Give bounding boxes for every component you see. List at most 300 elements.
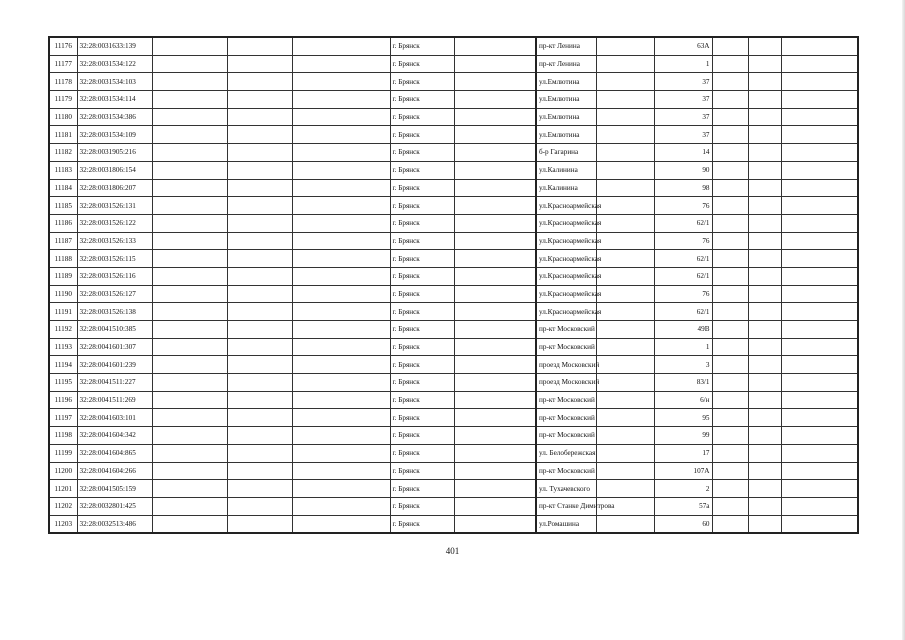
street-cell: ул.Калинина (536, 161, 596, 179)
empty-cell (712, 37, 748, 55)
empty-cell (781, 214, 858, 232)
street-cell: проезд Московский (536, 356, 596, 374)
empty-cell (152, 391, 227, 409)
city-cell: г. Брянск (390, 126, 454, 144)
empty-cell (292, 285, 390, 303)
empty-cell (781, 427, 858, 445)
house-number-cell: 62/1 (654, 250, 712, 268)
house-number-cell: 83/1 (654, 374, 712, 392)
empty-cell (748, 303, 781, 321)
empty-cell (152, 409, 227, 427)
city-cell: г. Брянск (390, 391, 454, 409)
empty-cell (152, 144, 227, 162)
city-cell: г. Брянск (390, 427, 454, 445)
empty-cell (292, 338, 390, 356)
empty-cell (292, 55, 390, 73)
city-cell: г. Брянск (390, 179, 454, 197)
registry-table (48, 36, 859, 534)
empty-cell (712, 144, 748, 162)
empty-cell (712, 444, 748, 462)
empty-cell (781, 515, 858, 533)
empty-cell (292, 144, 390, 162)
empty-cell (152, 497, 227, 515)
empty-cell (227, 321, 292, 339)
empty-cell (227, 374, 292, 392)
empty-cell (454, 179, 536, 197)
empty-cell (292, 197, 390, 215)
cadastral-number-cell: 32:28:0031526:122 (77, 214, 152, 232)
house-number-cell: 37 (654, 91, 712, 109)
city-cell: г. Брянск (390, 480, 454, 498)
city-cell: г. Брянск (390, 285, 454, 303)
empty-cell (712, 515, 748, 533)
row-number-cell: 11181 (49, 126, 77, 144)
cadastral-number-cell: 32:28:0031526:133 (77, 232, 152, 250)
empty-cell (454, 214, 536, 232)
empty-cell (454, 161, 536, 179)
empty-cell (781, 179, 858, 197)
house-number-cell: 37 (654, 126, 712, 144)
empty-cell (292, 267, 390, 285)
empty-cell (227, 409, 292, 427)
table-row (49, 214, 858, 232)
street-cell: ул.Емлютина (536, 73, 596, 91)
empty-cell (152, 73, 227, 91)
empty-cell (454, 126, 536, 144)
empty-cell (596, 214, 654, 232)
street-cell: ул.Красноармейская (536, 303, 596, 321)
house-number-cell: 49В (654, 321, 712, 339)
empty-cell (152, 303, 227, 321)
empty-cell (227, 214, 292, 232)
cadastral-number-cell: 32:28:0041601:239 (77, 356, 152, 374)
city-cell: г. Брянск (390, 232, 454, 250)
page-number: 401 (445, 546, 460, 556)
empty-cell (454, 55, 536, 73)
empty-cell (454, 91, 536, 109)
table-row (49, 374, 858, 392)
street-cell: ул.Емлютина (536, 126, 596, 144)
empty-cell (152, 285, 227, 303)
empty-cell (152, 126, 227, 144)
empty-cell (292, 91, 390, 109)
empty-cell (596, 391, 654, 409)
row-number-cell: 11188 (49, 250, 77, 268)
table-row (49, 267, 858, 285)
table-row (49, 497, 858, 515)
empty-cell (152, 108, 227, 126)
empty-cell (781, 303, 858, 321)
empty-cell (227, 108, 292, 126)
empty-cell (712, 267, 748, 285)
empty-cell (596, 37, 654, 55)
street-cell: ул.Калинина (536, 179, 596, 197)
empty-cell (781, 197, 858, 215)
house-number-cell: 95 (654, 409, 712, 427)
empty-cell (454, 497, 536, 515)
city-cell: г. Брянск (390, 108, 454, 126)
empty-cell (152, 480, 227, 498)
city-cell: г. Брянск (390, 55, 454, 73)
street-cell: ул.Красноармейская (536, 214, 596, 232)
empty-cell (152, 321, 227, 339)
empty-cell (227, 37, 292, 55)
empty-cell (454, 267, 536, 285)
street-cell: ул.Красноармейская (536, 285, 596, 303)
row-number-cell: 11196 (49, 391, 77, 409)
empty-cell (152, 444, 227, 462)
empty-cell (596, 197, 654, 215)
empty-cell (596, 267, 654, 285)
empty-cell (596, 480, 654, 498)
empty-cell (712, 108, 748, 126)
cadastral-number-cell: 32:28:0031905:216 (77, 144, 152, 162)
row-number-cell: 11197 (49, 409, 77, 427)
empty-cell (596, 55, 654, 73)
cadastral-number-cell: 32:28:0031534:122 (77, 55, 152, 73)
row-number-cell: 11192 (49, 321, 77, 339)
cadastral-number-cell: 32:28:0031633:139 (77, 37, 152, 55)
empty-cell (596, 515, 654, 533)
cadastral-number-cell: 32:28:0041601:307 (77, 338, 152, 356)
city-cell: г. Брянск (390, 144, 454, 162)
empty-cell (781, 73, 858, 91)
empty-cell (596, 285, 654, 303)
empty-cell (292, 427, 390, 445)
city-cell: г. Брянск (390, 515, 454, 533)
cadastral-number-cell: 32:28:0041604:865 (77, 444, 152, 462)
house-number-cell: 107А (654, 462, 712, 480)
table-row (49, 91, 858, 109)
empty-cell (748, 91, 781, 109)
empty-cell (781, 108, 858, 126)
table-row (49, 197, 858, 215)
empty-cell (292, 462, 390, 480)
cadastral-number-cell: 32:28:0032801:425 (77, 497, 152, 515)
empty-cell (748, 250, 781, 268)
empty-cell (152, 214, 227, 232)
row-number-cell: 11177 (49, 55, 77, 73)
empty-cell (781, 126, 858, 144)
empty-cell (748, 144, 781, 162)
house-number-cell: 98 (654, 179, 712, 197)
empty-cell (152, 374, 227, 392)
empty-cell (152, 161, 227, 179)
row-number-cell: 11182 (49, 144, 77, 162)
city-cell: г. Брянск (390, 73, 454, 91)
house-number-cell: 6/н (654, 391, 712, 409)
empty-cell (152, 55, 227, 73)
empty-cell (781, 356, 858, 374)
empty-cell (712, 55, 748, 73)
empty-cell (748, 161, 781, 179)
table-row (49, 391, 858, 409)
empty-cell (292, 356, 390, 374)
empty-cell (292, 497, 390, 515)
empty-cell (781, 91, 858, 109)
empty-cell (712, 197, 748, 215)
city-cell: г. Брянск (390, 462, 454, 480)
empty-cell (152, 267, 227, 285)
empty-cell (454, 338, 536, 356)
table-row (49, 285, 858, 303)
house-number-cell: 1 (654, 338, 712, 356)
street-cell: проезд Московский (536, 374, 596, 392)
cadastral-number-cell: 32:28:0041604:342 (77, 427, 152, 445)
street-cell: ул.Ромашина (536, 515, 596, 533)
empty-cell (781, 321, 858, 339)
table-body (49, 37, 858, 533)
city-cell: г. Брянск (390, 338, 454, 356)
table-row (49, 321, 858, 339)
row-number-cell: 11178 (49, 73, 77, 91)
empty-cell (227, 391, 292, 409)
empty-cell (596, 462, 654, 480)
city-cell: г. Брянск (390, 250, 454, 268)
empty-cell (712, 497, 748, 515)
table-row (49, 427, 858, 445)
empty-cell (781, 232, 858, 250)
street-cell: пр-кт Московский (536, 462, 596, 480)
city-cell: г. Брянск (390, 356, 454, 374)
empty-cell (748, 462, 781, 480)
empty-cell (781, 497, 858, 515)
house-number-cell: 62/1 (654, 214, 712, 232)
street-cell: пр-кт Московский (536, 391, 596, 409)
row-number-cell: 11189 (49, 267, 77, 285)
empty-cell (227, 427, 292, 445)
empty-cell (748, 356, 781, 374)
empty-cell (596, 338, 654, 356)
empty-cell (748, 214, 781, 232)
empty-cell (596, 250, 654, 268)
empty-cell (292, 232, 390, 250)
table-row (49, 37, 858, 55)
table-row (49, 444, 858, 462)
house-number-cell: 63А (654, 37, 712, 55)
table-row (49, 250, 858, 268)
street-cell: ул.Емлютина (536, 91, 596, 109)
empty-cell (454, 427, 536, 445)
empty-cell (748, 409, 781, 427)
empty-cell (227, 91, 292, 109)
cadastral-number-cell: 32:28:0031806:207 (77, 179, 152, 197)
empty-cell (712, 232, 748, 250)
empty-cell (712, 338, 748, 356)
house-number-cell: 76 (654, 197, 712, 215)
city-cell: г. Брянск (390, 197, 454, 215)
empty-cell (454, 462, 536, 480)
empty-cell (227, 497, 292, 515)
street-cell: пр-кт Московский (536, 409, 596, 427)
row-number-cell: 11176 (49, 37, 77, 55)
empty-cell (712, 409, 748, 427)
empty-cell (596, 303, 654, 321)
empty-cell (748, 55, 781, 73)
city-cell: г. Брянск (390, 214, 454, 232)
empty-cell (748, 427, 781, 445)
empty-cell (781, 285, 858, 303)
empty-cell (712, 126, 748, 144)
empty-cell (152, 356, 227, 374)
empty-cell (596, 179, 654, 197)
street-cell: ул. Тухачевского (536, 480, 596, 498)
empty-cell (781, 144, 858, 162)
house-number-cell: 76 (654, 232, 712, 250)
empty-cell (454, 144, 536, 162)
empty-cell (712, 462, 748, 480)
empty-cell (596, 126, 654, 144)
empty-cell (712, 250, 748, 268)
city-cell: г. Брянск (390, 321, 454, 339)
row-number-cell: 11195 (49, 374, 77, 392)
row-number-cell: 11202 (49, 497, 77, 515)
table-row (49, 55, 858, 73)
empty-cell (227, 515, 292, 533)
row-number-cell: 11201 (49, 480, 77, 498)
cadastral-number-cell: 32:28:0031526:115 (77, 250, 152, 268)
empty-cell (748, 515, 781, 533)
house-number-cell: 14 (654, 144, 712, 162)
row-number-cell: 11184 (49, 179, 77, 197)
empty-cell (454, 480, 536, 498)
empty-cell (712, 374, 748, 392)
empty-cell (712, 391, 748, 409)
empty-cell (292, 480, 390, 498)
empty-cell (781, 462, 858, 480)
table-row (49, 338, 858, 356)
row-number-cell: 11193 (49, 338, 77, 356)
row-number-cell: 11179 (49, 91, 77, 109)
empty-cell (781, 55, 858, 73)
empty-cell (454, 250, 536, 268)
cadastral-number-cell: 32:28:0041604:266 (77, 462, 152, 480)
table-row (49, 232, 858, 250)
cadastral-number-cell: 32:28:0041511:227 (77, 374, 152, 392)
city-cell: г. Брянск (390, 37, 454, 55)
city-cell: г. Брянск (390, 444, 454, 462)
empty-cell (712, 91, 748, 109)
cadastral-number-cell: 32:28:0041511:269 (77, 391, 152, 409)
cadastral-number-cell: 32:28:0031526:138 (77, 303, 152, 321)
house-number-cell: 1 (654, 55, 712, 73)
empty-cell (454, 356, 536, 374)
empty-cell (596, 409, 654, 427)
empty-cell (748, 374, 781, 392)
empty-cell (712, 73, 748, 91)
street-cell: пр-кт Ленина (536, 55, 596, 73)
empty-cell (454, 303, 536, 321)
empty-cell (748, 338, 781, 356)
empty-cell (227, 462, 292, 480)
empty-cell (748, 37, 781, 55)
street-cell: пр-кт Станке Димитрова (536, 497, 596, 515)
empty-cell (227, 480, 292, 498)
street-cell: ул.Красноармейская (536, 267, 596, 285)
city-cell: г. Брянск (390, 303, 454, 321)
street-cell: ул.Красноармейская (536, 232, 596, 250)
cadastral-number-cell: 32:28:0031526:116 (77, 267, 152, 285)
empty-cell (454, 515, 536, 533)
empty-cell (781, 480, 858, 498)
empty-cell (712, 427, 748, 445)
empty-cell (781, 409, 858, 427)
empty-cell (227, 197, 292, 215)
empty-cell (454, 321, 536, 339)
empty-cell (748, 267, 781, 285)
empty-cell (596, 321, 654, 339)
house-number-cell: 60 (654, 515, 712, 533)
row-number-cell: 11180 (49, 108, 77, 126)
empty-cell (596, 91, 654, 109)
table-row (49, 161, 858, 179)
empty-cell (596, 108, 654, 126)
empty-cell (454, 232, 536, 250)
empty-cell (292, 179, 390, 197)
house-number-cell: 37 (654, 108, 712, 126)
empty-cell (292, 374, 390, 392)
empty-cell (712, 480, 748, 498)
empty-cell (152, 462, 227, 480)
table-row (49, 480, 858, 498)
city-cell: г. Брянск (390, 91, 454, 109)
empty-cell (227, 303, 292, 321)
empty-cell (227, 338, 292, 356)
empty-cell (152, 338, 227, 356)
empty-cell (292, 161, 390, 179)
empty-cell (712, 214, 748, 232)
empty-cell (152, 515, 227, 533)
empty-cell (227, 285, 292, 303)
empty-cell (596, 161, 654, 179)
empty-cell (292, 444, 390, 462)
row-number-cell: 11191 (49, 303, 77, 321)
empty-cell (152, 250, 227, 268)
cadastral-number-cell: 32:28:0041505:159 (77, 480, 152, 498)
empty-cell (781, 338, 858, 356)
empty-cell (454, 108, 536, 126)
empty-cell (712, 285, 748, 303)
empty-cell (227, 126, 292, 144)
table-row (49, 462, 858, 480)
street-cell: ул.Красноармейская (536, 197, 596, 215)
empty-cell (454, 409, 536, 427)
empty-cell (748, 321, 781, 339)
table-row (49, 73, 858, 91)
empty-cell (781, 250, 858, 268)
empty-cell (596, 427, 654, 445)
empty-cell (454, 197, 536, 215)
empty-cell (596, 356, 654, 374)
empty-cell (292, 391, 390, 409)
cadastral-number-cell: 32:28:0031534:386 (77, 108, 152, 126)
empty-cell (596, 374, 654, 392)
empty-cell (292, 126, 390, 144)
street-cell: б-р Гагарина (536, 144, 596, 162)
house-number-cell: 57а (654, 497, 712, 515)
empty-cell (454, 444, 536, 462)
empty-cell (292, 108, 390, 126)
city-cell: г. Брянск (390, 374, 454, 392)
table-row (49, 179, 858, 197)
empty-cell (227, 179, 292, 197)
empty-cell (712, 179, 748, 197)
empty-cell (748, 126, 781, 144)
row-number-cell: 11199 (49, 444, 77, 462)
empty-cell (596, 232, 654, 250)
empty-cell (748, 391, 781, 409)
table-row (49, 303, 858, 321)
